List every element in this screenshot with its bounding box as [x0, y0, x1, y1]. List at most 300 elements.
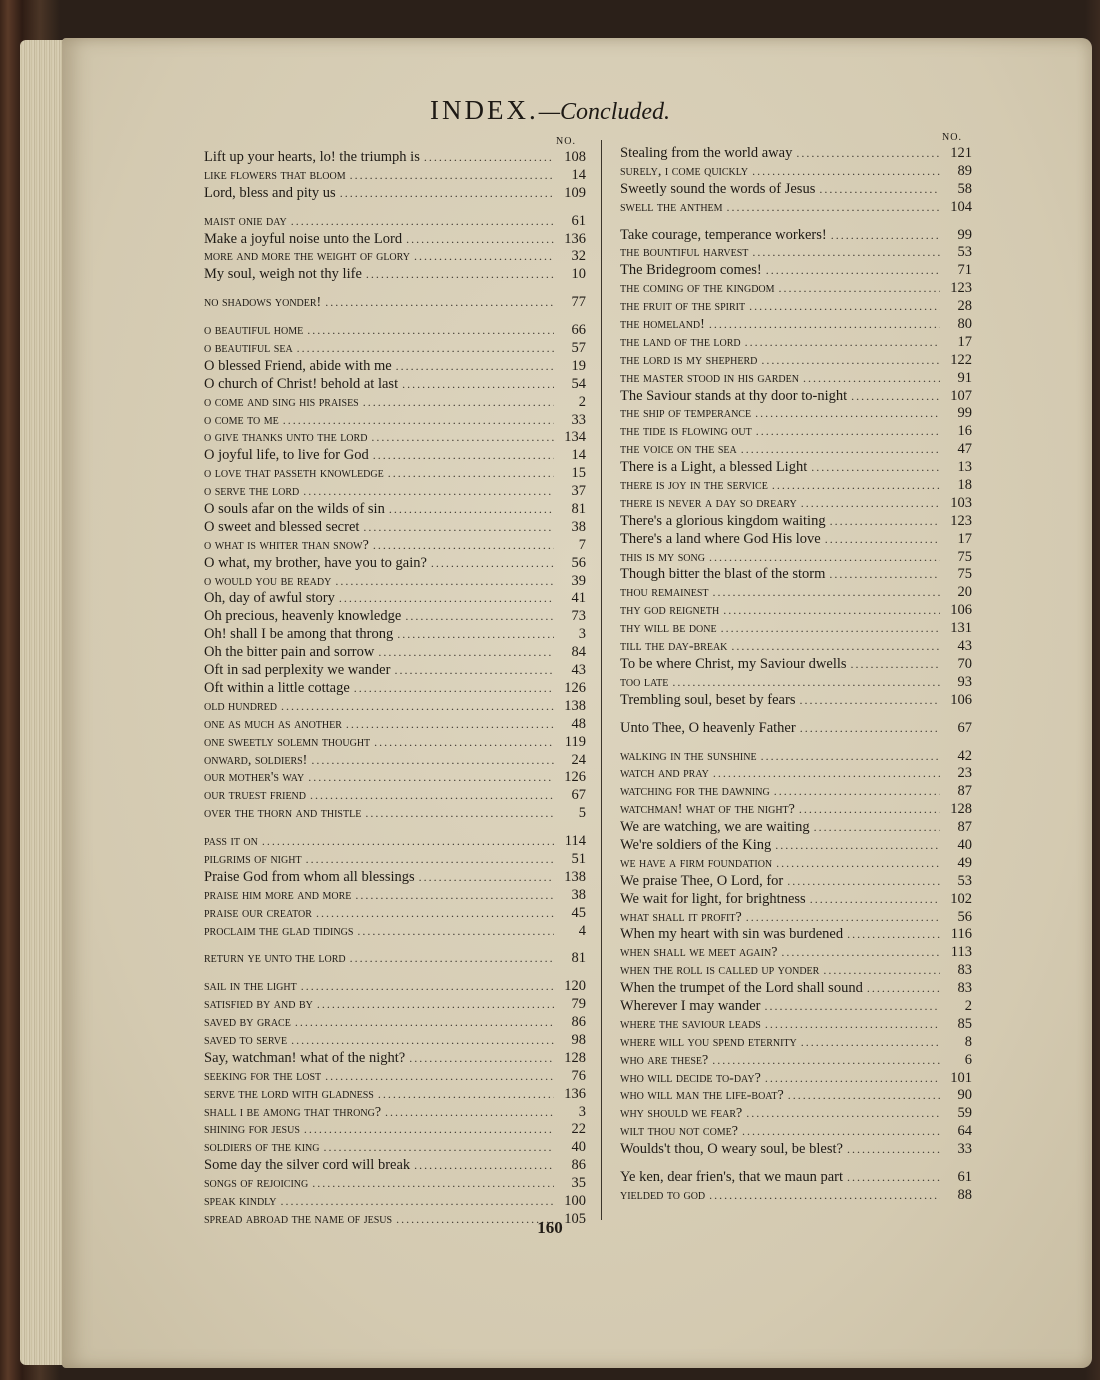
title-subtitle: —Concluded. — [538, 99, 671, 125]
dot-leader — [355, 887, 554, 905]
index-entry — [620, 1016, 972, 1034]
hymn-number: 114 — [564, 833, 586, 850]
index-entry — [620, 531, 972, 549]
hymn-title: surely, i come quickly — [620, 163, 749, 179]
hymn-number: 5 — [578, 805, 586, 822]
hymn-title: o serve the lord — [204, 484, 300, 500]
dot-leader — [810, 891, 940, 909]
hymn-title: songs of rejoicing — [204, 1176, 309, 1192]
hymn-title: soldiers of the king — [204, 1140, 320, 1156]
hymn-title: swell the anthem — [620, 199, 723, 215]
dot-leader — [340, 185, 554, 203]
index-entry — [204, 394, 586, 412]
index-entry — [204, 833, 586, 851]
hymn-number: 85 — [957, 1015, 972, 1032]
hymn-title: speak kindly — [204, 1193, 277, 1209]
dot-leader — [712, 1052, 940, 1070]
hymn-number: 37 — [571, 483, 586, 500]
hymn-number: 81 — [571, 501, 586, 518]
hymn-number: 67 — [571, 787, 586, 804]
index-entry — [620, 370, 972, 388]
hymn-title: Unto Thee, O heavenly Father — [620, 719, 796, 736]
index-entry — [620, 388, 972, 406]
hymn-title: Woulds't thou, O weary soul, be blest? — [620, 1141, 843, 1158]
hymn-number: 126 — [564, 679, 586, 696]
dot-leader — [371, 429, 554, 447]
index-entry — [204, 851, 586, 869]
dot-leader — [366, 266, 554, 284]
hymn-title: over the thorn and thistle — [204, 806, 362, 822]
dot-leader — [304, 1121, 554, 1139]
hymn-title: Oft in sad perplexity we wander — [204, 662, 391, 679]
hymn-number: 41 — [571, 590, 586, 607]
dot-leader — [787, 873, 940, 891]
hymn-number: 136 — [564, 1085, 586, 1102]
index-entry — [620, 513, 972, 531]
hymn-title: one as much as another — [204, 716, 342, 732]
hymn-title: where the saviour leads — [620, 1016, 761, 1032]
hymn-number: 2 — [964, 997, 972, 1014]
dot-leader — [851, 388, 940, 406]
hymn-title: Though bitter the blast of the storm — [620, 566, 826, 583]
hymn-title: Wherever I may wander — [620, 997, 761, 1014]
hymn-number: 134 — [564, 429, 586, 446]
dot-leader — [772, 477, 940, 495]
hymn-number: 56 — [957, 908, 972, 925]
dot-leader — [409, 1050, 554, 1068]
hymn-number: 66 — [571, 322, 586, 339]
hymn-title: thy will be done — [620, 621, 717, 637]
dot-leader — [825, 531, 940, 549]
hymn-title: Make a joyful noise unto the Lord — [204, 230, 403, 247]
index-entry — [620, 926, 972, 944]
dot-leader — [801, 1034, 940, 1052]
hymn-number: 22 — [571, 1121, 586, 1138]
dot-leader — [306, 851, 554, 869]
index-entry — [620, 748, 972, 766]
hymn-title: watchman! what of the night? — [620, 802, 795, 818]
index-entry — [204, 978, 586, 996]
index-column-right — [620, 131, 972, 1205]
index-entry — [204, 555, 586, 573]
hymn-title: We wait for light, for brightness — [620, 890, 806, 907]
dot-leader — [373, 447, 554, 465]
index-list-right — [620, 145, 972, 1205]
hymn-number: 2 — [578, 393, 586, 410]
dot-leader — [746, 909, 940, 927]
hymn-title: the coming of the kingdom — [620, 281, 775, 297]
index-entry — [204, 887, 586, 905]
dot-leader — [781, 944, 940, 962]
dot-leader — [297, 340, 554, 358]
dot-leader — [311, 752, 554, 770]
hymn-title: shall i be among that throng? — [204, 1104, 382, 1120]
hymn-title: O sweet and blessed secret — [204, 518, 360, 535]
index-entry — [620, 602, 972, 620]
dot-leader — [752, 244, 940, 262]
hymn-number: 105 — [564, 1210, 586, 1227]
hymn-title: o come and sing his praises — [204, 394, 359, 410]
hymn-number: 71 — [957, 262, 972, 279]
hymn-number: 8 — [964, 1033, 972, 1050]
index-entry — [204, 869, 586, 887]
hymn-number: 47 — [957, 441, 972, 458]
dot-leader — [303, 483, 554, 501]
index-entry — [620, 145, 972, 163]
hymn-title: wilt thou not come? — [620, 1124, 738, 1140]
dot-leader — [811, 459, 940, 477]
hymn-title: Praise God from whom all blessings — [204, 868, 415, 885]
hymn-number: 13 — [957, 459, 972, 476]
dot-leader — [709, 316, 940, 334]
dot-leader — [721, 620, 940, 638]
hymn-number: 91 — [957, 369, 972, 386]
hymn-number: 87 — [957, 783, 972, 800]
index-entry — [620, 891, 972, 909]
dot-leader — [378, 644, 554, 662]
hymn-number: 35 — [571, 1175, 586, 1192]
hymn-title: serve the lord with gladness — [204, 1086, 374, 1102]
index-entry — [204, 231, 586, 249]
hymn-number: 57 — [571, 340, 586, 357]
dot-leader — [307, 322, 554, 340]
dot-leader — [350, 950, 554, 968]
hymn-title: why should we fear? — [620, 1106, 743, 1122]
dot-leader — [709, 549, 940, 567]
hymn-number: 77 — [571, 294, 586, 311]
hymn-number: 38 — [571, 518, 586, 535]
dot-leader — [301, 978, 554, 996]
hymn-number: 106 — [950, 602, 972, 619]
hymn-number: 73 — [571, 608, 586, 625]
hymn-title: o love that passeth knowledge — [204, 466, 384, 482]
hymn-number: 101 — [950, 1069, 972, 1086]
dot-leader — [325, 294, 554, 312]
index-entry — [204, 769, 586, 787]
dot-leader — [799, 692, 940, 710]
index-entry — [204, 1086, 586, 1104]
hymn-number: 23 — [957, 765, 972, 782]
hymn-number: 56 — [571, 554, 586, 571]
dot-leader — [262, 833, 554, 851]
hymn-title: the master stood in his garden — [620, 370, 799, 386]
hymn-title: o come to me — [204, 412, 279, 428]
title-main: INDEX. — [429, 95, 539, 125]
dot-leader — [308, 769, 554, 787]
dot-leader — [291, 1032, 554, 1050]
dot-leader — [402, 376, 554, 394]
hymn-title: thy god reigneth — [620, 603, 720, 619]
dot-leader — [394, 662, 554, 680]
hymn-title: who will man the life-boat? — [620, 1088, 784, 1104]
hymn-title: the ship of temperance — [620, 406, 752, 422]
dot-leader — [291, 213, 554, 231]
index-entry — [204, 185, 586, 203]
hymn-number: 28 — [957, 298, 972, 315]
dot-leader — [847, 1169, 940, 1187]
index-entry — [204, 412, 586, 430]
hymn-title: watching for the dawning — [620, 784, 770, 800]
hymn-title: saved to serve — [204, 1032, 288, 1048]
hymn-title: thou remainest — [620, 585, 709, 601]
dot-leader — [829, 566, 940, 584]
hymn-title: Stealing from the world away — [620, 145, 793, 161]
index-entry — [620, 244, 972, 262]
index-entry — [204, 1014, 586, 1032]
hymn-title: Oh the bitter pain and sorrow — [204, 644, 375, 661]
index-entry — [204, 340, 586, 358]
hymn-title: o beautiful sea — [204, 341, 293, 357]
index-entry — [204, 519, 586, 537]
index-entry — [620, 280, 972, 298]
index-entry — [620, 873, 972, 891]
hymn-number: 86 — [571, 1014, 586, 1031]
index-entry — [204, 322, 586, 340]
hymn-number: 14 — [571, 166, 586, 183]
hymn-number: 122 — [950, 351, 972, 368]
dot-leader — [385, 1104, 554, 1122]
index-column-left — [204, 135, 586, 1229]
dot-leader — [823, 962, 940, 980]
index-entry — [204, 213, 586, 231]
hymn-title: The Bridegroom comes! — [620, 262, 762, 279]
hymn-number: 15 — [571, 465, 586, 482]
hymn-number: 76 — [571, 1067, 586, 1084]
index-entry — [204, 429, 586, 447]
index-entry — [204, 447, 586, 465]
hymn-title: o give thanks unto the lord — [204, 430, 368, 446]
dot-leader — [414, 248, 554, 266]
dot-leader — [363, 519, 554, 537]
dot-leader — [800, 720, 940, 738]
index-entry — [204, 752, 586, 770]
index-entry — [620, 227, 972, 245]
index-entry — [620, 181, 972, 199]
hymn-number: 53 — [957, 872, 972, 889]
index-entry — [204, 573, 586, 591]
dot-leader — [406, 231, 554, 249]
hymn-title: shining for jesus — [204, 1122, 300, 1138]
hymn-title: return ye unto the lord — [204, 951, 346, 967]
hymn-title: O what, my brother, have you to gain? — [204, 554, 427, 571]
dot-leader — [389, 501, 554, 519]
index-entry — [204, 950, 586, 968]
hymn-number: 54 — [571, 375, 586, 392]
hymn-number: 4 — [578, 922, 586, 939]
dot-leader — [799, 801, 940, 819]
hymn-number: 19 — [571, 357, 586, 374]
index-entry — [620, 459, 972, 477]
hymn-number: 83 — [957, 962, 972, 979]
hymn-number: 84 — [571, 644, 586, 661]
hymn-title: who will decide to-day? — [620, 1070, 761, 1086]
dot-leader — [424, 149, 554, 167]
hymn-number: 99 — [957, 226, 972, 243]
index-entry — [620, 674, 972, 692]
hymn-title: like flowers that bloom — [204, 167, 346, 183]
index-entry — [204, 358, 586, 376]
hymn-title: seeking for the lost — [204, 1068, 322, 1084]
index-entry — [620, 692, 972, 710]
index-entry — [204, 734, 586, 752]
hymn-number: 136 — [564, 230, 586, 247]
dot-leader — [374, 734, 554, 752]
hymn-title: O church of Christ! behold at last — [204, 375, 399, 392]
hymn-title: the voice on the sea — [620, 442, 737, 458]
index-entry — [204, 1175, 586, 1193]
hymn-title: Trembling soul, beset by fears — [620, 691, 796, 708]
dot-leader — [325, 1068, 554, 1086]
hymn-number: 58 — [957, 180, 972, 197]
index-entry — [204, 805, 586, 823]
hymn-title: walking in the sunshine — [620, 748, 757, 764]
hymn-title: proclaim the glad tidings — [204, 923, 354, 939]
dot-leader — [310, 787, 554, 805]
index-entry — [620, 962, 972, 980]
hymn-number: 61 — [957, 1168, 972, 1185]
hymn-title: There is a Light, a blessed Light — [620, 459, 808, 476]
index-entry — [620, 334, 972, 352]
index-entry — [204, 1050, 586, 1068]
index-entry — [620, 298, 972, 316]
dot-leader — [388, 465, 554, 483]
hymn-number: 87 — [957, 819, 972, 836]
dot-leader — [396, 358, 554, 376]
hymn-title: we have a firm foundation — [620, 855, 773, 871]
index-entry — [204, 996, 586, 1014]
dot-leader — [831, 227, 940, 245]
index-entry — [620, 1034, 972, 1052]
hymn-number: 104 — [950, 198, 972, 215]
hymn-title: till the day-break — [620, 639, 728, 655]
dot-leader — [312, 1175, 554, 1193]
dot-leader — [283, 412, 554, 430]
hymn-number: 61 — [571, 212, 586, 229]
hymn-number: 100 — [564, 1192, 586, 1209]
dot-leader — [324, 1139, 555, 1157]
index-entry — [204, 905, 586, 923]
hymn-title: Sweetly sound the words of Jesus — [620, 180, 816, 197]
dot-leader — [819, 181, 940, 199]
hymn-title: no shadows yonder! — [204, 295, 322, 311]
hymn-title: onward, soldiers! — [204, 752, 308, 768]
hymn-title: Oft within a little cottage — [204, 679, 350, 696]
dot-leader — [745, 334, 940, 352]
dot-leader — [776, 855, 940, 873]
dot-leader — [431, 555, 554, 573]
hymn-title: the bountiful harvest — [620, 245, 749, 261]
hymn-title: o would you be ready — [204, 573, 332, 589]
hymn-title: When my heart with sin was burdened — [620, 926, 844, 943]
index-list-left — [204, 149, 586, 1229]
hymn-title: where will you spend eternity — [620, 1034, 797, 1050]
hymn-title: Oh, day of awful story — [204, 590, 335, 607]
dot-leader — [295, 1014, 554, 1032]
index-entry — [204, 662, 586, 680]
index-entry — [204, 1157, 586, 1175]
hymn-title: sail in the light — [204, 979, 297, 995]
hymn-number: 64 — [957, 1123, 972, 1140]
index-entry — [204, 608, 586, 626]
hymn-number: 90 — [957, 1087, 972, 1104]
hymn-number: 70 — [957, 655, 972, 672]
dot-leader — [373, 537, 554, 555]
dot-leader — [756, 423, 940, 441]
index-entry — [620, 163, 972, 181]
index-entry — [620, 584, 972, 602]
index-entry — [204, 626, 586, 644]
dot-leader — [316, 905, 554, 923]
dot-leader — [713, 584, 941, 602]
index-entry — [620, 352, 972, 370]
dot-leader — [397, 626, 554, 644]
dot-leader — [867, 980, 940, 998]
hymn-title: Some day the silver cord will break — [204, 1157, 411, 1174]
dot-leader — [354, 680, 554, 698]
hymn-number: 116 — [950, 926, 972, 943]
hymn-title: Say, watchman! what of the night? — [204, 1049, 406, 1066]
dot-leader — [766, 262, 940, 280]
hymn-number: 48 — [571, 715, 586, 732]
index-entry — [620, 819, 972, 837]
index-entry — [620, 199, 972, 217]
hymn-title: praise our creator — [204, 905, 312, 921]
hymn-number: 120 — [564, 978, 586, 995]
dot-leader — [814, 819, 940, 837]
dot-leader — [761, 352, 940, 370]
dot-leader — [713, 765, 940, 783]
index-entry — [620, 720, 972, 738]
index-entry — [204, 716, 586, 734]
index-entry — [204, 590, 586, 608]
hymn-title: We are watching, we are waiting — [620, 819, 810, 836]
hymn-number: 75 — [957, 548, 972, 565]
hymn-title: praise him more and more — [204, 887, 352, 903]
hymn-title: Take courage, temperance workers! — [620, 226, 827, 243]
hymn-title: Oh! shall I be among that throng — [204, 626, 394, 643]
hymn-title: satisfied by and by — [204, 997, 313, 1013]
dot-leader — [796, 145, 940, 163]
hymn-title: our mother's way — [204, 770, 305, 786]
dot-leader — [365, 805, 554, 823]
dot-leader — [765, 1016, 940, 1034]
index-entry — [204, 248, 586, 266]
hymn-number: 10 — [571, 266, 586, 283]
hymn-number: 99 — [957, 405, 972, 422]
hymn-number: 102 — [950, 890, 972, 907]
index-entry — [620, 405, 972, 423]
index-entry — [620, 1070, 972, 1088]
number-column-header: NO. — [556, 136, 576, 147]
hymn-title: the land of the lord — [620, 334, 741, 350]
hymn-number: 123 — [950, 280, 972, 297]
index-entry — [204, 644, 586, 662]
dot-leader — [803, 370, 940, 388]
hymn-title: there is never a day so dreary — [620, 495, 797, 511]
hymn-title: the tide is flowing out — [620, 424, 752, 440]
dot-leader — [847, 926, 940, 944]
hymn-number: 128 — [950, 801, 972, 818]
hymn-number: 103 — [950, 494, 972, 511]
hymn-number: 86 — [571, 1157, 586, 1174]
index-entry — [204, 266, 586, 284]
hymn-title: pilgrims of night — [204, 851, 302, 867]
dot-leader — [281, 698, 554, 716]
dot-leader — [346, 716, 554, 734]
hymn-title: There's a land where God His love — [620, 530, 821, 547]
index-entry — [204, 483, 586, 501]
hymn-number: 88 — [957, 1186, 972, 1203]
